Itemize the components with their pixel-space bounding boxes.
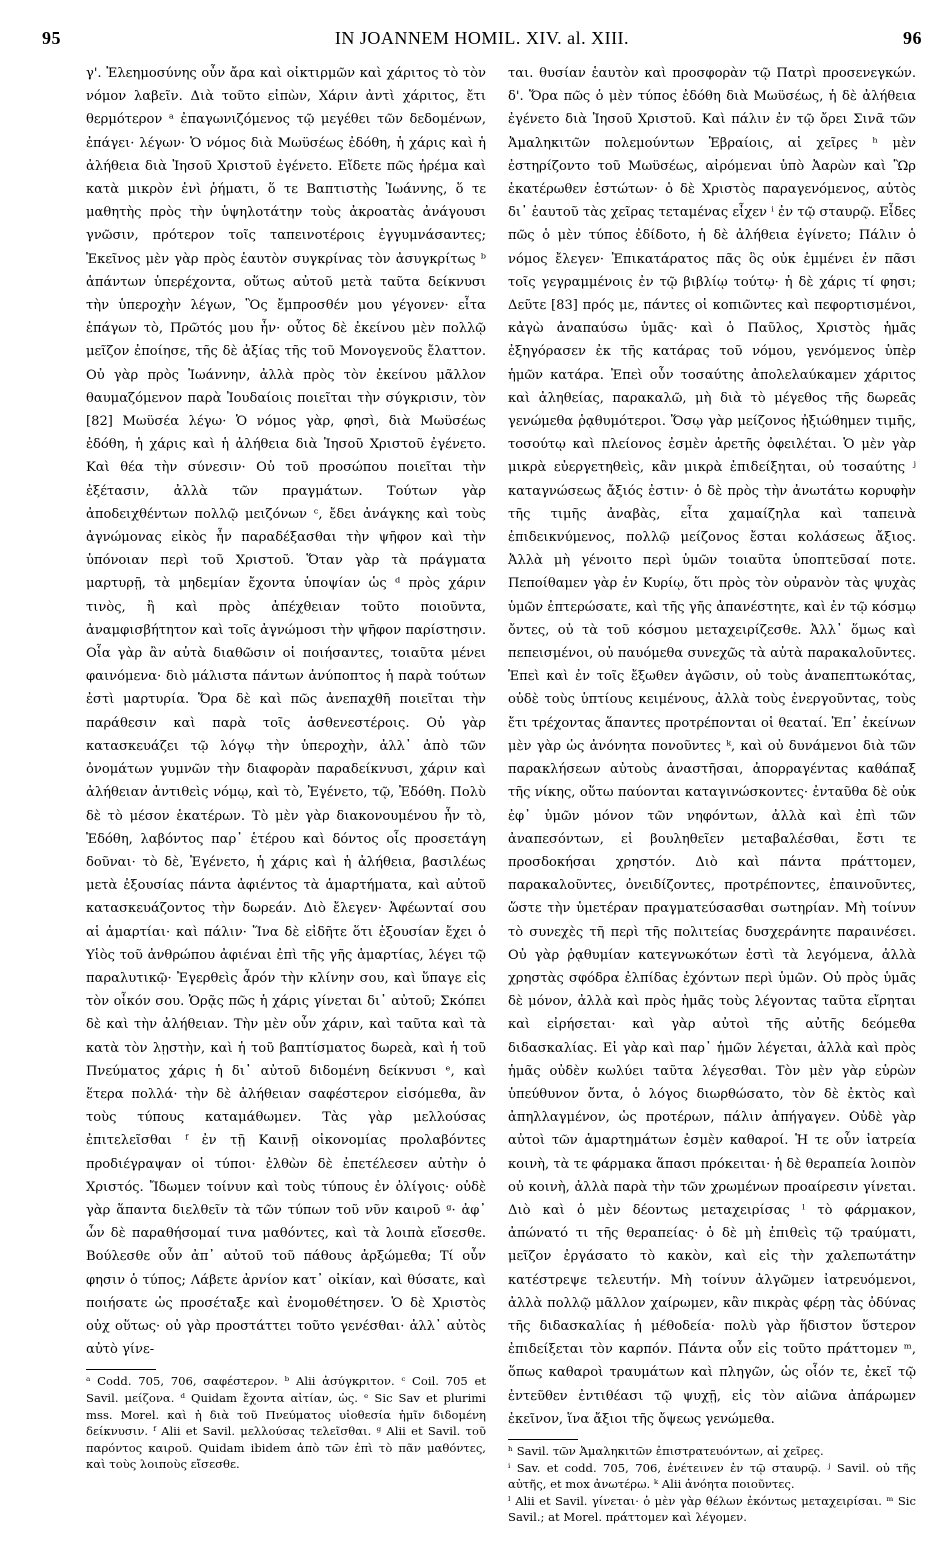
footnote-rule (508, 1439, 578, 1440)
left-column-text: γ'. Ἐλεημοσύνης οὖν ἄρα καὶ οἰκτιρμῶν καὶ χάριτος τὸ τὸν νόμον λαβεῖν. Διὰ τοῦτο εἰπὼν, Χάριν ἀντὶ χάριτος, ἔτι θερμότερον ᵃ ἐπαγωνιζόμενος τῷ μεγέθει τῶν δεδομένων, ἐπάγει· λέγων· Ὁ νόμος διὰ Μωϋσέως ἐδόθη, ἡ χάρις καὶ ἡ ἀλήθεια διὰ Ἰησοῦ Χριστοῦ ἐγένετο. Εἴδετε πῶς ἠρέμα καὶ κατὰ μικρὸν ἑνὶ ῥήματι, ὅ τε Βαπτιστὴς Ἰωάννης, ὅ τε μαθητὴς πρὸς τὴν ὑψηλοτάτην τοὺς ἀκροατὰς ἀνάγουσι γνῶσιν, πρότερον τοῖς ταπεινοτέροις ἐγγυμνάσαντες; Ἐκεῖνος μὲν γὰρ πρὸς ἑαυτὸν συγκρίνας τὸν ἀσυγκρίτως ᵇ ἁπάντων ὑπερέχοντα, οὕτως αὐτοῦ μετὰ ταῦτα δείκνυσι τὴν ὑπεροχὴν λέγων, Ὃς ἔμπροσθέν μου γέγονεν· εἶτα ἐπάγων τὸ, Πρῶτός μου ἦν· οὗτος δὲ ἐκείνου μὲν πολλῷ μεῖζον ἐποίησε, τῆς δὲ ἀξίας τῆς τοῦ Μονογενοῦς ἔλαττον. Οὐ γὰρ πρὸς Ἰωάννην, ἀλλὰ πρὸς τὸν ἐκείνου μᾶλλον θαυμαζόμενον παρὰ Ἰουδαίοις ποιεῖται τὴν σύγκρισιν, τὸν [82] Μωϋσέα λέγω· Ὁ νόμος γὰρ, φησὶ, διὰ Μωϋσέως ἐδόθη, ἡ χάρις καὶ ἡ ἀλήθεια διὰ Ἰησοῦ Χριστοῦ ἐγένετο. Καὶ θέα τὴν σύνεσιν· Οὐ τοῦ προσώπου ποιεῖται τὴν ἐξέτασιν, ἀλλὰ τῶν πραγμάτων. Τούτων γὰρ ἀποδειχθέντων πολλῷ μειζόνων ᶜ, ἔδει ἀνάγκης καὶ τοὺς ἀγνώμονας εἰκὸς ἦν παραδέξασθαι τὴν ψῆφον καὶ τὴν ὑπόνοιαν περὶ τοῦ Χριστοῦ. Ὅταν γὰρ τὰ πράγματα μαρτυρῇ, τὰ μηδεμίαν ἔχοντα ὑποψίαν ὡς ᵈ πρὸς χάριν τινὸς, ἢ καὶ πρὸς ἀπέχθειαν τοῦτο ποιοῦντα, ἀναμφισβήτητον καὶ τοῖς ἀγνώμοσι τὴν ψῆφον παρίστησιν. Οἷα γὰρ ἂν αὐτὰ διαθῶσιν οἱ ποιήσαντες, τοιαῦτα μένει φαινόμενα· διὸ μάλιστα πάντων ἀνύποπτος ἡ παρὰ τούτων ἐστὶ μαρτυρία. Ὅρα δὲ καὶ πῶς ἀνεπαχθῆ ποιεῖται τὴν παράθεσιν καὶ παρὰ τοῖς ἀσθενεστέροις. Οὐ γὰρ κατασκευάζει τῷ λόγῳ τὴν ὑπεροχὴν, ἀλλ᾽ ἀπὸ τῶν ὀνομάτων γυμνῶν τὴν διαφορὰν παραδείκνυσι, χάριν καὶ ἀλήθειαν ἀντιθεὶς νόμῳ, καὶ τὸ, Ἐγένετο, τῷ, Ἐδόθη. Πολὺ δὲ τὸ μέσον ἑκατέρων. Τὸ μὲν γὰρ διακονουμένου ἦν τὸ, Ἐδόθη, λαβόντος παρ᾽ ἑτέρου καὶ δόντος οἷς προσετάγη δοῦναι· τὸ δὲ, Ἐγένετο, ἡ χάρις καὶ ἡ ἀλήθεια, βασιλέως μετὰ ἐξουσίας πάντα ἀφιέντος τὰ ἁμαρτήματα, καὶ αὐτοῦ κατασκευάζοντος τὴν δωρεάν. Διὸ ἔλεγεν· Ἀφέωνταί σου αἱ ἁμαρτίαι· καὶ πάλιν· Ἵνα δὲ εἰδῆτε ὅτι ἐξουσίαν ἔχει ὁ Υἱὸς τοῦ ἀνθρώπου ἀφιέναι ἐπὶ τῆς γῆς ἁμαρτίας, λέγει τῷ παραλυτικῷ· Ἐγερθεὶς ἆρόν τὴν κλίνην σου, καὶ ὕπαγε εἰς τὸν οἶκόν σου. Ὁρᾷς πῶς ἡ χάρις γίνεται δι᾽ αὐτοῦ; Σκόπει δὲ καὶ τὴν ἀλήθειαν. Τὴν μὲν οὖν χάριν, καὶ ταῦτα καὶ τὰ κατὰ τὸν λῃστὴν, καὶ ἡ τοῦ βαπτίσματος δωρεὰ, καὶ ἡ τοῦ Πνεύματος χάρις ἡ δι᾽ αὐτοῦ διδομένη δείκνυσι ᵉ, καὶ ἕτερα πολλά· τὴν δὲ ἀλήθειαν σαφέστερον εἰσόμεθα, ἂν τοὺς τύπους καταμάθωμεν. Τὰς γὰρ μελλούσας ἐπιτελεῖσθαι ᶠ ἐν τῇ Καινῇ οἰκονομίας προλαβόντες προδιέγραψαν οἱ τύποι· ἐλθὼν δὲ ἐπετέλεσεν αὐτὴν ὁ Χριστός. Ἴδωμεν τοίνυν καὶ τοὺς τύπους ἐν ὀλίγοις· οὐδὲ γὰρ ἅπαντα διελθεῖν τὰ τῶν τύπων τοῦ νῦν καιροῦ ᵍ· ἀφ᾽ ὧν δὲ παραθήσομαί τινα μαθόντες, καὶ τὰ λοιπὰ εἴσεσθε. Βούλεσθε οὖν ἀπ᾽ αὐτοῦ τοῦ πάθους ἀρξώμεθα; Τί οὖν φησιν ὁ τύπος; Λάβετε ἀρνίον κατ᾽ οἰκίαν, καὶ θύσατε, καὶ ποιήσατε ὡς προσέταξε καὶ ἐνομοθέτησεν. Ὁ δὲ Χριστὸς οὐχ οὕτως· οὐ γὰρ προστάττει τοῦτο γενέσθαι· ἀλλ᾽ αὐτὸς αὐτὸ γίνε- (86, 66, 486, 1358)
left-column (86, 62, 486, 1473)
footnote: ʰ Savil. τῶν Ἀμαληκιτῶν ἐπιστρατευόντων, αἱ χεῖρες. (508, 1443, 824, 1458)
footnote: ˡ Alii et Savil. γίνεται· ὁ μὲν γὰρ θέλων ἐκόντως μεταχειρίσαι. ᵐ Sic Savil.; at Morel. πράττομεν καὶ λέγομεν. (508, 1493, 916, 1525)
page-number-left: 95 (42, 28, 61, 48)
footnote: ⁱ Sav. et codd. 705, 706, ἐνέτεινεν ἐν τῷ σταυρῷ. ʲ Savil. οὐ τῆς αὐτῆς, et mox ἀνωτέρω. ᵏ Alii ἀνόητα ποιοῦντες. (508, 1460, 916, 1492)
footnote: ᵃ Codd. 705, 706, σαφέστερον. ᵇ Alii ἀσύγκριτον. ᶜ Coil. 705 et Savil. μείζονα. ᵈ Quidam ἔχοντα αἰτίαν, ὡς. ᵉ Sic Sav et plurimi mss. Morel. καὶ ἡ διὰ τοῦ Πνεύματος υἱοθεσία ἡμῖν διδομένη δείκνυσιν. ᶠ Alii et Savil. μελλούσας τελεῖσθαι. ᵍ Alii et Savil. τοῦ παρόντος καιροῦ. Quidam ibidem ἀπὸ τῶν ἐπὶ τὸ πᾶν μαθόντες, καὶ τοὺς λοιποὺς εἴσεσθε. (86, 1374, 486, 1472)
running-title: IN JOANNEM HOMIL. XIV. al. XIII. (334, 28, 630, 48)
running-header (42, 22, 922, 52)
right-column-text: ται. θυσίαν ἑαυτὸν καὶ προσφορὰν τῷ Πατρὶ προσενεγκών. δ'. Ὅρα πῶς ὁ μὲν τύπος ἐδόθη διὰ Μωϋσέως, ἡ δὲ ἀλήθεια ἐγένετο διὰ Ἰησοῦ Χριστοῦ. Καὶ πάλιν ἐν τῷ ὄρει Σινᾶ τῶν Ἀμαληκιτῶν πολεμούντων Ἑβραίοις, αἱ χεῖρες ʰ μὲν ἐστηρίζοντο τοῦ Μωϋσέως, αἰρόμεναι ὑπὸ Ἀαρὼν καὶ Ὢρ ἑκατέρωθεν ἑστώτων· ὁ δὲ Χριστὸς παραγενόμενος, αὐτὸς δι᾽ ἑαυτοῦ τὰς χεῖρας τεταμένας εἶχεν ⁱ ἐν τῷ σταυρῷ. Εἶδες πῶς ὁ μὲν τύπος ἐδίδοτο, ἡ δὲ ἀλήθεια ἐγίνετο; Πάλιν ὁ νόμος ἔλεγεν· Ἐπικατάρατος πᾶς ὃς οὐκ ἐμμένει ἐν πᾶσι τοῖς γεγραμμένοις ἐν τῷ βιβλίῳ τούτῳ· ἡ δὲ χάρις τί φησι; Δεῦτε [83] πρός με, πάντες οἱ κοπιῶντες καὶ πεφορτισμένοι, κἀγὼ ἀναπαύσω ὑμᾶς· καὶ ὁ Παῦλος, Χριστὸς ἡμᾶς ἐξηγόρασεν ἐκ τῆς κατάρας τοῦ νόμου, γενόμενος ὑπὲρ ἡμῶν κατάρα. Ἐπεὶ οὖν τοσαύτης ἀπολελαύκαμεν χάριτος καὶ ἀληθείας, παρακαλῶ, μὴ διὰ τὸ μέγεθος τῆς δωρεᾶς γενώμεθα ῥᾳθυμότεροι. Ὅσῳ γὰρ μείζονος ἠξιώθημεν τιμῆς, τοσούτῳ καὶ πλείονος ἐσμὲν ἀρετῆς ὀφειλέται. Ὁ μὲν γὰρ μικρὰ εὐεργετηθεὶς, κἂν μικρὰ ἐπιδείξηται, οὐ τοσαύτης ʲ καταγνώσεως ἄξιός ἐστιν· ὁ δὲ πρὸς τὴν ἀνωτάτω κορυφὴν τῆς τιμῆς ἀναβὰς, εἶτα χαμαίζηλα καὶ ταπεινὰ ἐπιδεικνύμενος, πολλῷ μείζονος ἔσται κολάσεως ἄξιος. Ἀλλὰ μὴ γένοιτο περὶ ὑμῶν τοιαῦτα ὑποπτεῦσαί ποτε. Πεποίθαμεν γὰρ ἐν Κυρίῳ, ὅτι πρὸς τὸν οὐρανὸν τὰς ψυχὰς ὑμῶν ἐπτερώσατε, καὶ τῆς γῆς ἀπανέστητε, καὶ ἐν τῷ κόσμῳ ὄντες, οὐ τὰ τοῦ κόσμου μεταχειρίζεσθε. Ἀλλ᾽ ὅμως καὶ πεπεισμένοι, οὐ παυόμεθα συνεχῶς τὰ αὐτὰ παρακαλοῦντες. Ἐπεὶ καὶ ἐν τοῖς ἔξωθεν ἀγῶσιν, οὐ τοὺς ἀναπεπτωκότας, οὐδὲ τοὺς ὑπτίους κειμένους, ἀλλὰ τοὺς ἐνεργοῦντας, τοὺς ἔτι τρέχοντας ἅπαντες προτρέπονται οἱ θεαταί. Ἐπ᾽ ἐκείνων μὲν γὰρ ὡς ἀνόνητα πονοῦντες ᵏ, καὶ οὐ δυνάμενοι διὰ τῶν παρακλήσεων αὐτοὺς ἀναστῆσαι, ἀπορραγέντας καθάπαξ τῆς νίκης, οὕτω παύονται καταγινώσκοντες· ἐνταῦθα δὲ οὐκ ἐφ᾽ ὑμῶν μόνον τῶν νηφόντων, ἀλλὰ καὶ ἐπὶ τῶν ἀναπεσόντων, εἰ βουληθεῖεν μεταβαλέσθαι, ἔστι τε προσδοκήσαι χρηστόν. Διὸ καὶ πάντα πράττομεν, παρακαλοῦντες, ὀνειδίζοντες, προτρέποντες, ἐπαινοῦντες, ὥστε τὴν ὑμετέραν πραγματεύσασθαι σωτηρίαν. Μὴ τοίνυν τὸ συνεχὲς τῆ περὶ τῆς πολιτείας δυσχεράνητε παραινέσει. Οὐ γὰρ ῥᾳθυμίαν κατεγνωκότων ἐστὶ τὰ λεγόμενα, ἀλλὰ χρηστὰς σφόδρα ἐλπίδας ἐχόντων περὶ ὑμῶν. Οὐ πρὸς ὑμᾶς δὲ μόνον, ἀλλὰ καὶ πρὸς ἡμᾶς τοὺς λέγοντας ταῦτα εἴρηται καὶ εἰρήσεται· καὶ γὰρ αὐτοὶ τῆς αὐτῆς δεόμεθα διδασκαλίας. Εἰ γὰρ καὶ παρ᾽ ἡμῶν λέγεται, ἀλλὰ καὶ πρὸς ἡμᾶς οὐδὲν κωλύει ταῦτα λέγεσθαι. Τὸν μὲν γὰρ εὑρὼν ὑπεύθυνον ὄντα, ὁ λόγος διωρθώσατο, τὸν δὲ ἐκτὸς καὶ ἀπηλλαγμένον, ὡς προτέρων, πάλιν ἀπήγαγεν. Οὐδὲ γὰρ αὐτοὶ τῶν ἁμαρτημάτων ἐσμὲν καθαροί. Ἡ τε οὖν ἰατρεία κοινὴ, τὰ τε φάρμακα ἅπασι πρόκειται· ἡ δὲ θεραπεία λοιπὸν οὐ κοινὴ, ἀλλὰ παρὰ τὴν τῶν χρωμένων προαίρεσιν γίνεται. Διὸ καὶ ὁ μὲν δέοντως μεταχειρίσας ˡ τὸ φάρμακον, ἀπώνατό τι τῆς θεραπείας· ὁ δὲ μὴ ἐπιθεὶς τῷ τραύματι, μεῖζον ἐργάσατο τὸ κακὸν, καὶ εἰς τὴν χαλεπωτάτην κατέστρεψε τελευτήν. Μὴ τοίνυν ἀλγῶμεν ἰατρευόμενοι, ἀλλὰ πολλῷ μᾶλλον χαίρωμεν, κἂν πικρὰς φέρῃ τὰς ὀδύνας τῆς διδασκαλίας ἡ μέθοδεία· πολὺ γὰρ ἥδιστον ὕστερον ἐπιδείξεται τὸν καρπόν. Πάντα οὖν εἰς τοῦτο πράττομεν ᵐ, ὅπως καθαροὶ τραυμάτων καὶ πληγῶν, ὡς οἷόν τε, ἐκεῖ τῷ ἐντεῦθεν ἐντιθέασι τῷ ψυχῇ, εἰς τὸν αἰῶνα ἀπάρωμεν ἐκεῖνον, ἵνα ἄξιοι τῆς ὄψεως γενώμεθα. (508, 66, 916, 1427)
left-footnotes (86, 1373, 486, 1473)
page-number-right: 96 (903, 28, 922, 48)
right-column (508, 62, 916, 1526)
right-footnotes (508, 1443, 916, 1526)
footnote-rule (86, 1369, 156, 1370)
